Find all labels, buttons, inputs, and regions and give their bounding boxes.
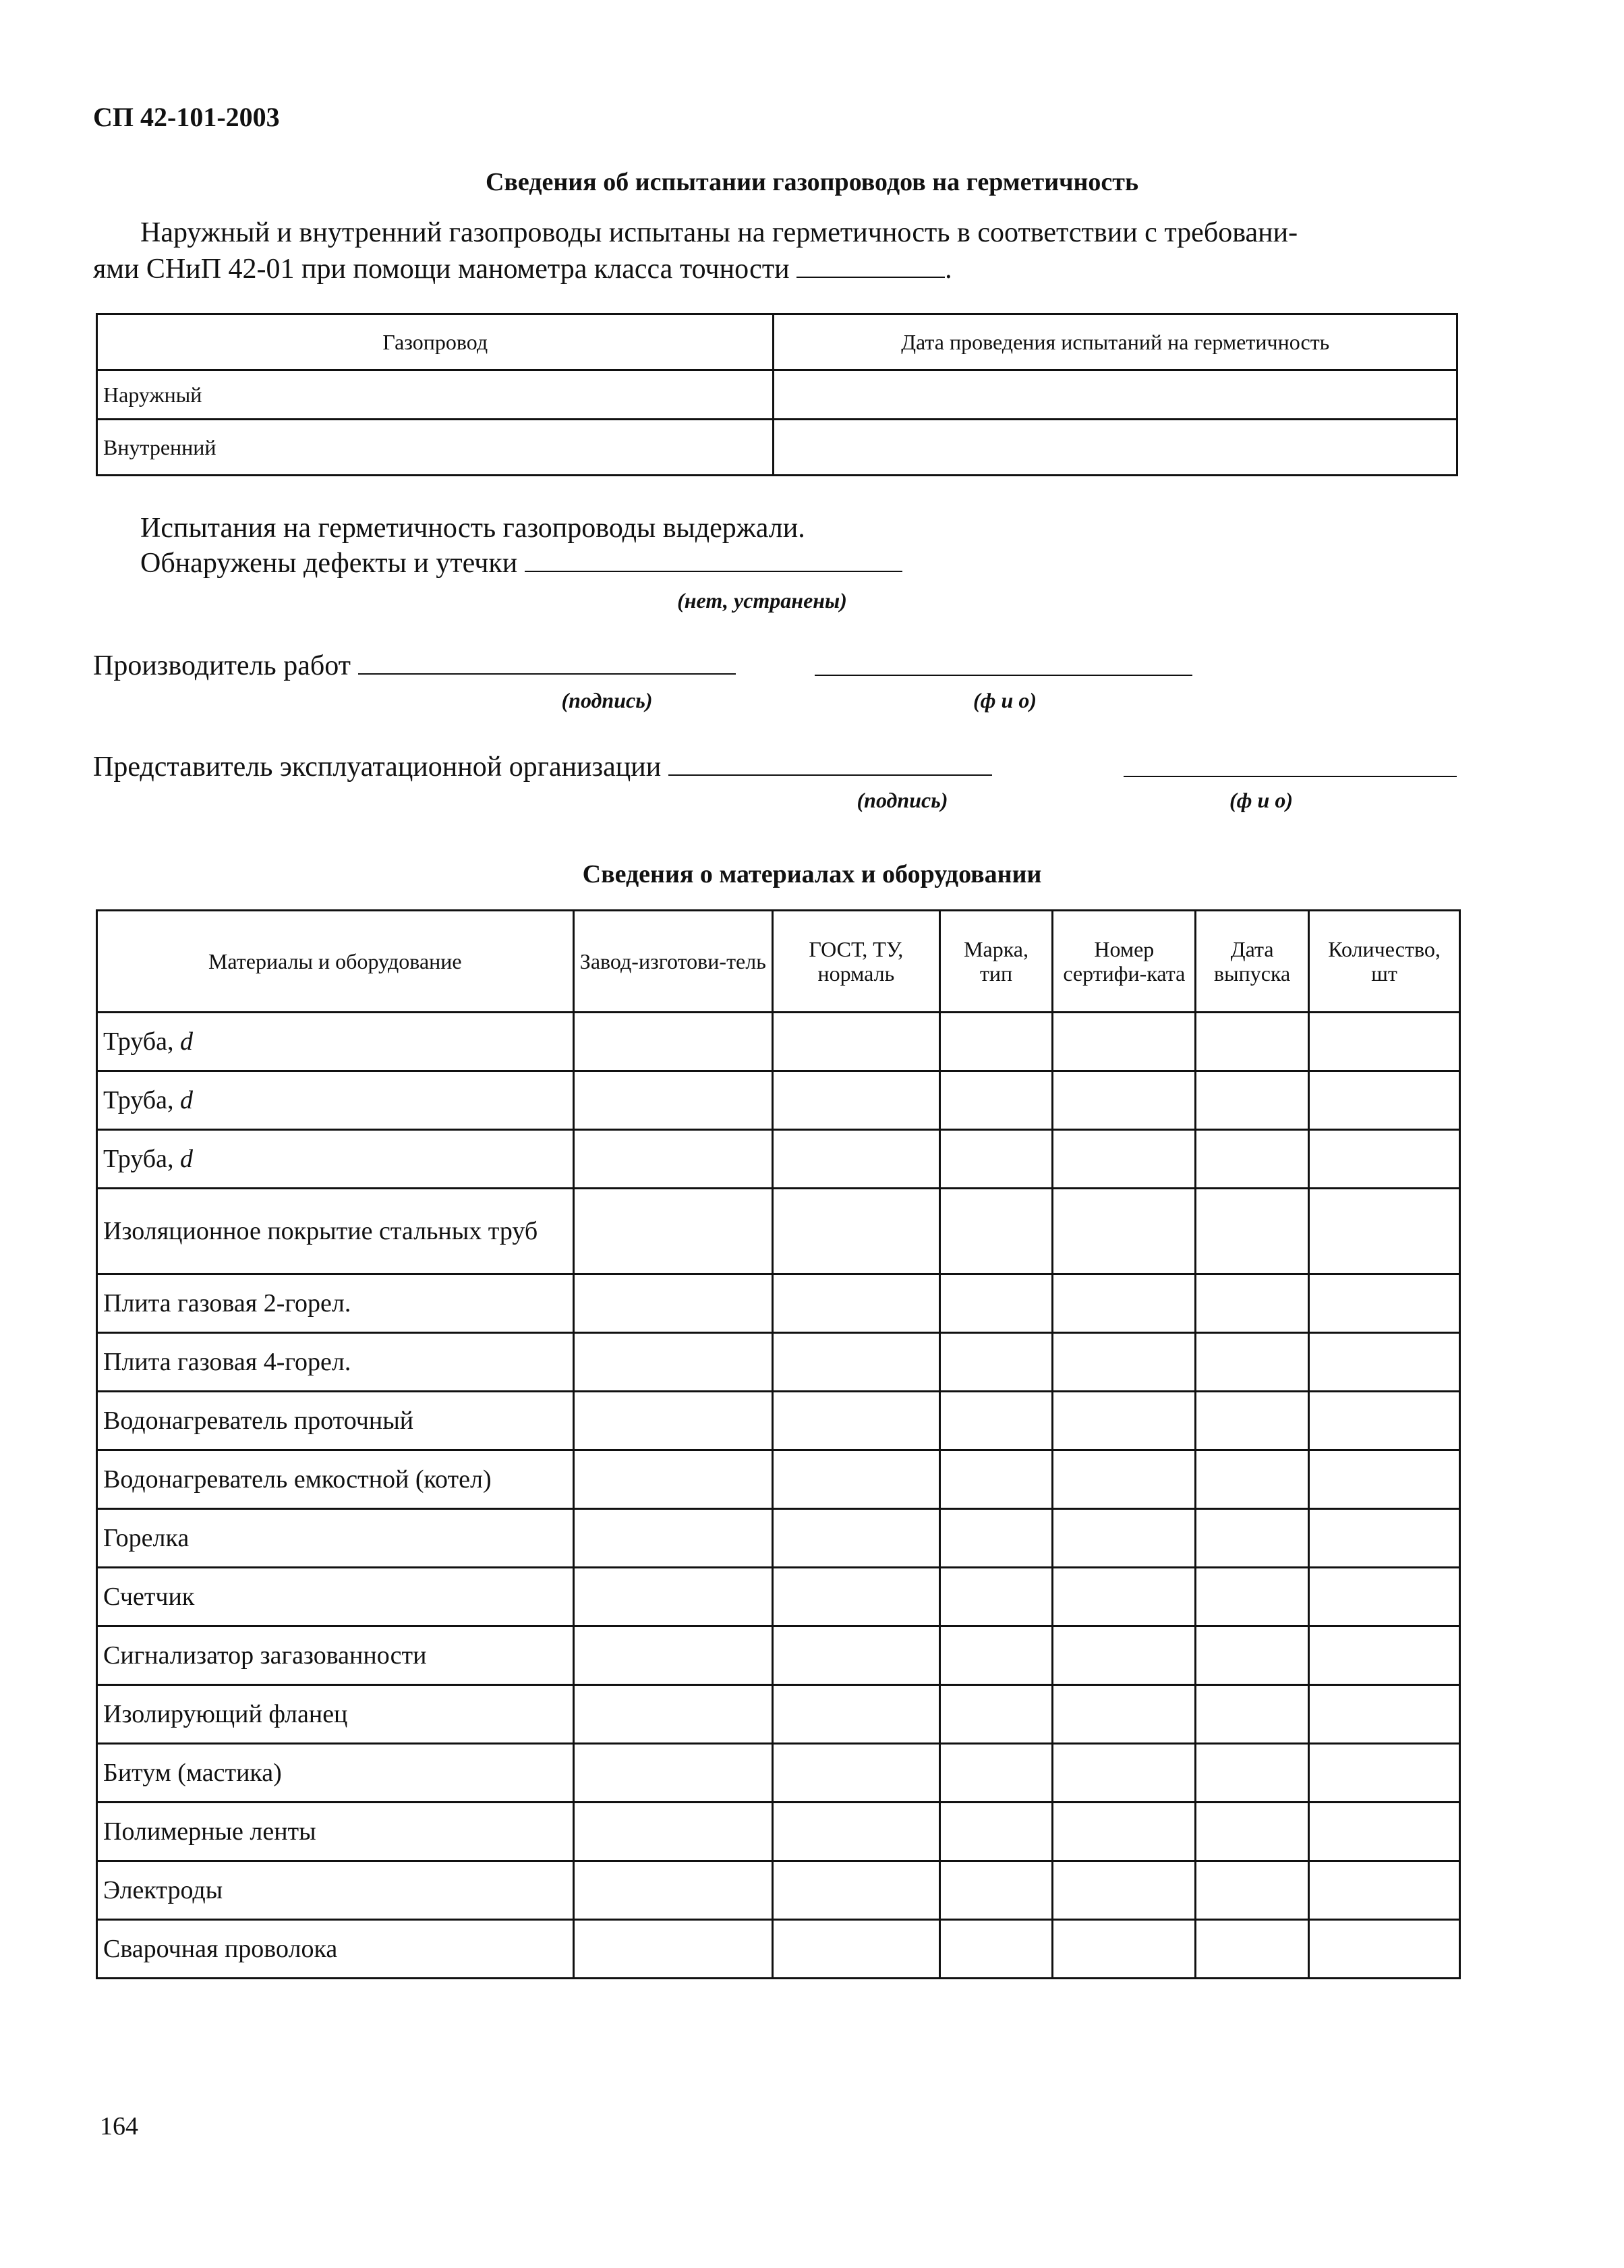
cell[interactable] <box>1309 1509 1460 1568</box>
cell[interactable] <box>1309 1744 1460 1803</box>
cell[interactable] <box>1196 1685 1309 1744</box>
cell[interactable] <box>939 1392 1053 1450</box>
worker-sign-hint: (подпись) <box>561 688 653 712</box>
table-row <box>97 1509 1460 1568</box>
table-row <box>97 420 1457 476</box>
material-name: Счетчик <box>97 1568 574 1626</box>
document-code: СП 42-101-2003 <box>93 102 280 132</box>
material-name: Труба, d <box>97 1013 574 1071</box>
cell[interactable] <box>1196 1392 1309 1450</box>
cell[interactable] <box>1309 1274 1460 1333</box>
rep-line <box>93 749 992 785</box>
cell[interactable] <box>773 1071 940 1130</box>
cell[interactable] <box>1053 1509 1196 1568</box>
cell[interactable] <box>773 1685 940 1744</box>
cell[interactable] <box>939 1013 1053 1071</box>
defects-hint: (нет, устранены) <box>677 588 847 613</box>
cell[interactable] <box>773 1920 940 1979</box>
cell[interactable] <box>1196 1274 1309 1333</box>
cell[interactable] <box>1196 1071 1309 1130</box>
cell[interactable] <box>1053 1685 1196 1744</box>
cell[interactable] <box>1309 1626 1460 1685</box>
cell[interactable] <box>1196 1130 1309 1189</box>
cell[interactable] <box>1053 1071 1196 1130</box>
worker-label: Производитель работ <box>93 650 351 681</box>
cell[interactable] <box>773 1568 940 1626</box>
cell[interactable] <box>939 1333 1053 1392</box>
table-row <box>97 1013 1460 1071</box>
cell[interactable] <box>1196 1333 1309 1392</box>
section-title-tightness: Сведения об испытании газопроводов на герметичность <box>485 168 1139 196</box>
cell[interactable] <box>939 1509 1053 1568</box>
section-title-materials: Сведения о материалах и оборудовании <box>582 860 1042 888</box>
cell[interactable] <box>1309 1130 1460 1189</box>
table-row <box>97 1803 1460 1861</box>
rep-fio-blank[interactable] <box>1124 776 1457 777</box>
cell[interactable] <box>573 1013 772 1071</box>
cell[interactable] <box>1309 1803 1460 1861</box>
col-header-material: Материалы и оборудование <box>97 911 574 1013</box>
rep-label: Представитель эксплуатационной организации <box>93 752 662 783</box>
defects-blank[interactable] <box>525 546 902 572</box>
cell[interactable] <box>1196 1568 1309 1626</box>
cell[interactable] <box>573 1685 772 1744</box>
cell[interactable] <box>573 1392 772 1450</box>
row-value-inner[interactable] <box>774 420 1457 476</box>
cell[interactable] <box>1196 1509 1309 1568</box>
cell[interactable] <box>573 1744 772 1803</box>
intro-line-2-text: ями СНиП 42-01 при помощи манометра класса точности <box>93 254 790 285</box>
table-row <box>97 1450 1460 1509</box>
cell[interactable] <box>573 1450 772 1509</box>
material-name: Труба, d <box>97 1130 574 1189</box>
cell[interactable] <box>1053 1803 1196 1861</box>
cell[interactable] <box>1053 1626 1196 1685</box>
cell[interactable] <box>773 1189 940 1274</box>
cell[interactable] <box>1309 1920 1460 1979</box>
row-label-outer: Наружный <box>97 370 774 420</box>
col-header-release-date: Дата выпуска <box>1196 911 1309 1013</box>
col-header-brand: Марка, тип <box>939 911 1053 1013</box>
material-name: Труба, d <box>97 1071 574 1130</box>
cell[interactable] <box>939 1861 1053 1920</box>
cell[interactable] <box>939 1803 1053 1861</box>
cell[interactable] <box>1053 1450 1196 1509</box>
col-header-standard: ГОСТ, ТУ, нормаль <box>773 911 940 1013</box>
worker-signature-blank[interactable] <box>358 649 736 675</box>
cell[interactable] <box>1053 1130 1196 1189</box>
col-header-certificate: Номер сертифи-ката <box>1053 911 1196 1013</box>
cell[interactable] <box>1196 1626 1309 1685</box>
cell[interactable] <box>573 1333 772 1392</box>
cell[interactable] <box>773 1803 940 1861</box>
cell[interactable] <box>939 1626 1053 1685</box>
table-row <box>97 1189 1460 1274</box>
col-header-test-date: Дата проведения испытаний на герметичность <box>774 314 1457 370</box>
worker-fio-hint: (ф и о) <box>973 688 1037 712</box>
cell[interactable] <box>773 1509 940 1568</box>
result-line-1: Испытания на герметичность газопроводы выдержали. <box>140 513 805 544</box>
cell[interactable] <box>939 1189 1053 1274</box>
cell[interactable] <box>1309 1450 1460 1509</box>
cell[interactable] <box>573 1130 772 1189</box>
cell[interactable] <box>773 1861 940 1920</box>
table-row <box>97 1392 1460 1450</box>
cell[interactable] <box>773 1450 940 1509</box>
material-name: Сигнализатор загазованности <box>97 1626 574 1685</box>
table-row <box>97 1744 1460 1803</box>
intro-line-2 <box>93 251 952 287</box>
cell[interactable] <box>1053 1274 1196 1333</box>
material-name: Водонагреватель емкостной (котел) <box>97 1450 574 1509</box>
cell[interactable] <box>1196 1744 1309 1803</box>
cell[interactable] <box>573 1189 772 1274</box>
materials-table <box>96 909 1461 1979</box>
cell[interactable] <box>773 1274 940 1333</box>
result-line-2-text: Обнаружены дефекты и утечки <box>140 548 518 579</box>
cell[interactable] <box>1053 1189 1196 1274</box>
table-row <box>97 1071 1460 1130</box>
cell[interactable] <box>573 1803 772 1861</box>
cell[interactable] <box>1309 1685 1460 1744</box>
col-header-manufacturer: Завод-изготови-тель <box>573 911 772 1013</box>
cell[interactable] <box>773 1130 940 1189</box>
material-name: Изолирующий фланец <box>97 1685 574 1744</box>
result-line-2 <box>140 545 902 582</box>
cell[interactable] <box>773 1333 940 1392</box>
table-row <box>97 370 1457 420</box>
row-label-inner: Внутренний <box>97 420 774 476</box>
col-header-quantity: Количество, шт <box>1309 911 1460 1013</box>
intro-line-1: Наружный и внутренний газопроводы испытаны на герметичность в соответствии с требовани- <box>140 217 1298 248</box>
cell[interactable] <box>1309 1392 1460 1450</box>
table-row <box>97 1626 1460 1685</box>
material-name: Электроды <box>97 1861 574 1920</box>
cell[interactable] <box>1196 1013 1309 1071</box>
cell[interactable] <box>1196 1189 1309 1274</box>
cell[interactable] <box>573 1568 772 1626</box>
cell[interactable] <box>773 1626 940 1685</box>
cell[interactable] <box>1196 1803 1309 1861</box>
tightness-test-table <box>96 313 1458 476</box>
cell[interactable] <box>1309 1189 1460 1274</box>
page-number: 164 <box>100 2112 138 2141</box>
cell[interactable] <box>1196 1861 1309 1920</box>
material-name: Плита газовая 4-горел. <box>97 1333 574 1392</box>
cell[interactable] <box>939 1685 1053 1744</box>
cell[interactable] <box>1053 1920 1196 1979</box>
cell[interactable] <box>573 1509 772 1568</box>
cell[interactable] <box>939 1274 1053 1333</box>
cell[interactable] <box>939 1450 1053 1509</box>
cell[interactable] <box>939 1568 1053 1626</box>
accuracy-class-blank[interactable] <box>796 252 945 278</box>
cell[interactable] <box>573 1626 772 1685</box>
worker-line <box>93 648 736 684</box>
row-value-outer[interactable] <box>774 370 1457 420</box>
intro-line-2-end: . <box>945 254 952 285</box>
cell[interactable] <box>939 1071 1053 1130</box>
cell[interactable] <box>1309 1861 1460 1920</box>
material-name: Горелка <box>97 1509 574 1568</box>
col-header-pipeline: Газопровод <box>97 314 774 370</box>
material-name: Сварочная проволока <box>97 1920 574 1979</box>
cell[interactable] <box>1309 1071 1460 1130</box>
cell[interactable] <box>573 1071 772 1130</box>
material-name: Полимерные ленты <box>97 1803 574 1861</box>
cell[interactable] <box>939 1920 1053 1979</box>
table-row <box>97 1333 1460 1392</box>
material-name: Плита газовая 2-горел. <box>97 1274 574 1333</box>
cell[interactable] <box>773 1392 940 1450</box>
table-row <box>97 1920 1460 1979</box>
table-row <box>97 1685 1460 1744</box>
worker-fio-blank[interactable] <box>815 675 1192 676</box>
rep-signature-blank[interactable] <box>668 750 992 776</box>
table-row <box>97 1274 1460 1333</box>
material-name: Битум (мастика) <box>97 1744 574 1803</box>
cell[interactable] <box>573 1274 772 1333</box>
cell[interactable] <box>1053 1333 1196 1392</box>
cell[interactable] <box>1053 1013 1196 1071</box>
cell[interactable] <box>1196 1920 1309 1979</box>
cell[interactable] <box>1309 1013 1460 1071</box>
table-row <box>97 1568 1460 1626</box>
cell[interactable] <box>939 1744 1053 1803</box>
table-row <box>97 1130 1460 1189</box>
cell[interactable] <box>773 1013 940 1071</box>
cell[interactable] <box>1309 1568 1460 1626</box>
cell[interactable] <box>1053 1744 1196 1803</box>
cell[interactable] <box>573 1861 772 1920</box>
cell[interactable] <box>939 1130 1053 1189</box>
cell[interactable] <box>573 1920 772 1979</box>
cell[interactable] <box>1196 1450 1309 1509</box>
material-name: Водонагреватель проточный <box>97 1392 574 1450</box>
rep-fio-hint: (ф и о) <box>1229 788 1293 812</box>
cell[interactable] <box>1309 1333 1460 1392</box>
material-name: Изоляционное покрытие стальных труб <box>97 1189 574 1274</box>
cell[interactable] <box>773 1744 940 1803</box>
rep-sign-hint: (подпись) <box>857 788 948 812</box>
cell[interactable] <box>1053 1861 1196 1920</box>
table-row <box>97 1861 1460 1920</box>
cell[interactable] <box>1053 1568 1196 1626</box>
cell[interactable] <box>1053 1392 1196 1450</box>
